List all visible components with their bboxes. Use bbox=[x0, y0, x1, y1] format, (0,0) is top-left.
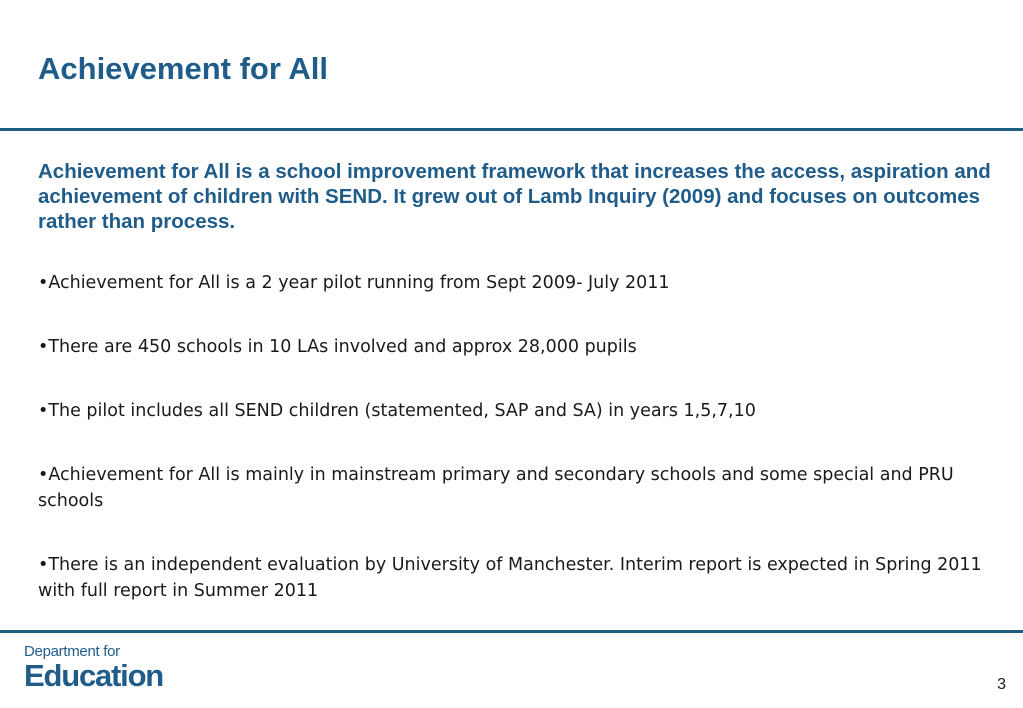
bullet-item: •The pilot includes all SEND children (statemented, SAP and SA) in years 1,5,7,10 bbox=[38, 401, 756, 421]
logo-line-education: Education bbox=[24, 658, 164, 693]
lead-paragraph: Achievement for All is a school improvement framework that increases the access, aspiration and achievement of children with SEND. It grew out of Lamb Inquiry (2009) and focuses on outcomes rather than process. bbox=[38, 160, 991, 233]
slide-title: Achievement for All bbox=[38, 51, 328, 86]
bullet-item: •There is an independent evaluation by University of Manchester. Interim report is expected in Spring 2011 with full report in Summer 2011 bbox=[38, 555, 982, 601]
page-number: 3 bbox=[997, 676, 1006, 693]
bullet-list bbox=[38, 270, 998, 642]
bullet-item: •Achievement for All is mainly in mainstream primary and secondary schools and some special and PRU schools bbox=[38, 465, 954, 511]
bottom-divider bbox=[0, 630, 1023, 633]
bullet-item: •Achievement for All is a 2 year pilot running from Sept 2009- July 2011 bbox=[38, 273, 670, 293]
top-divider bbox=[0, 128, 1023, 131]
logo-line-department: Department for bbox=[24, 643, 120, 660]
bullet-item: •There are 450 schools in 10 LAs involved and approx 28,000 pupils bbox=[38, 337, 637, 357]
department-for-education-logo bbox=[24, 644, 163, 692]
